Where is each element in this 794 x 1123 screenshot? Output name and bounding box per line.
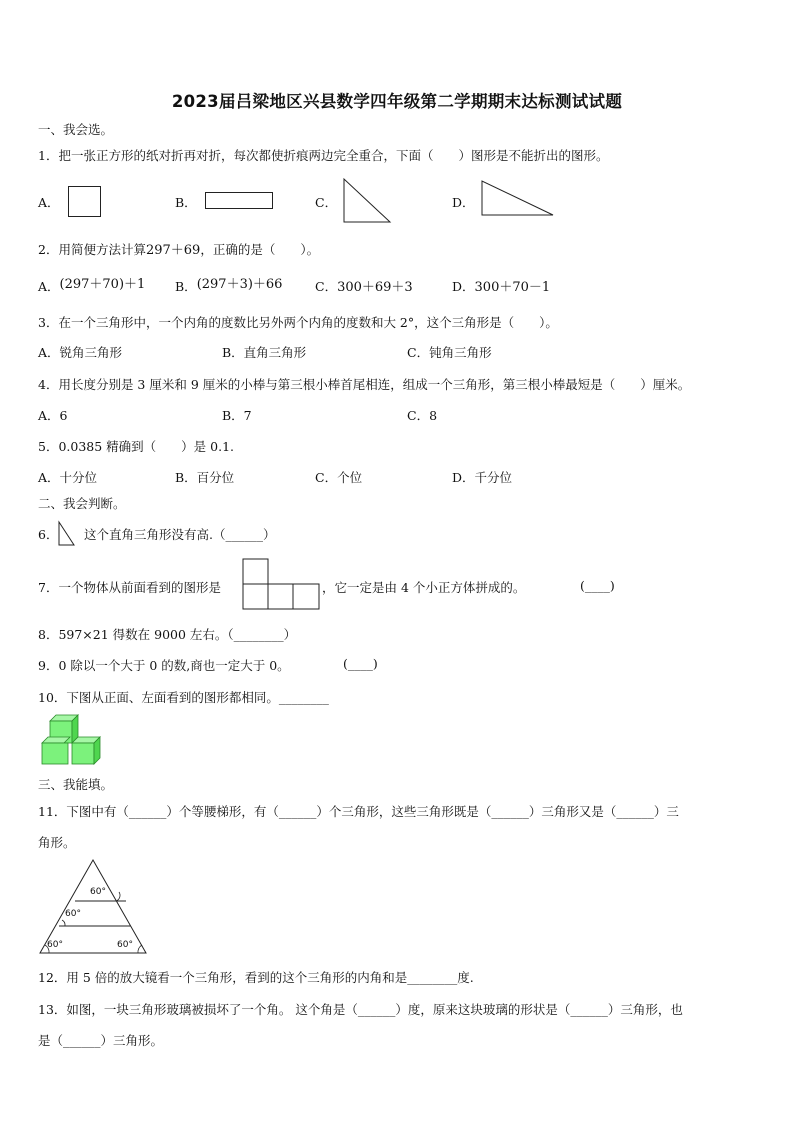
q4-option-a: A．6 <box>38 408 68 423</box>
question-12-text: 12．用 5 倍的放大镜看一个三角形，看到的这个三角形的内角和是________度. <box>38 970 474 985</box>
q1-rectangle-shape <box>205 192 275 210</box>
question-2-text <box>38 239 319 258</box>
q3-option-c: C．钝角三角形 <box>407 345 492 360</box>
q11-angle-label-2: 60° <box>65 909 81 919</box>
q5-option-a: A．十分位 <box>38 470 98 485</box>
q7-front-view-shape <box>242 558 322 611</box>
section-heading-2: 二、我会判断。 <box>38 496 126 511</box>
question-7-text-end: ，它一定是由 4 个小正方体拼成的。 <box>322 580 526 595</box>
q11-angle-label-3: 60° <box>47 940 63 950</box>
question-5-text: 5．0.0385 精确到（ ）是 0.1. <box>38 439 234 454</box>
q1-obtuse-triangle-shape <box>481 180 557 218</box>
question-9-text: 9．0 除以一个大于 0 的数,商也一定大于 0。 <box>38 658 290 673</box>
q5-option-c: C．个位 <box>315 470 363 485</box>
q2-option-a-label: A． <box>38 279 60 294</box>
q1-right-triangle-shape <box>343 178 393 224</box>
q2-option-a <box>38 276 145 295</box>
q2-text-start: 2．用简便方法计算 <box>38 242 146 257</box>
question-4-text: 4．用长度分别是 3 厘米和 9 厘米的小棒与第三根小棒首尾相连，组成一个三角形，第三根小棒最短是（ ）厘米。 <box>38 377 691 392</box>
q2-option-c-expr: 300＋69＋3 <box>337 280 413 295</box>
question-13-line-2: 是（______）三角形。 <box>38 1033 164 1048</box>
q2-text-end: ，正确的是（ ）。 <box>200 242 320 257</box>
question-11-line-1: 11．下图中有（______）个等腰梯形，有（______）个三角形，这些三角形既是（______）三角形又是（______）三 <box>38 804 679 819</box>
question-10-text: 10．下图从正面、左面看到的图形都相同。________ <box>38 690 329 705</box>
question-6-number: 6． <box>38 527 59 542</box>
q2-option-b <box>175 276 282 295</box>
q1-option-b-label: B． <box>175 195 197 210</box>
q1-option-d-label: D． <box>452 195 475 210</box>
q5-option-d: D．千分位 <box>452 470 513 485</box>
q2-option-b-expr: (297＋3)＋66 <box>196 277 283 292</box>
q1-square-shape <box>68 186 102 218</box>
q2-expression: 297＋69 <box>145 243 201 258</box>
question-13-line-1: 13．如图，一块三角形玻璃被损坏了一个角。 这个角是（______）度，原来这块玻璃的形状是（______）三角形，也 <box>38 1002 683 1017</box>
q2-option-b-label: B． <box>175 279 197 294</box>
q2-option-d-label: D． <box>452 279 475 294</box>
q1-option-a-label: A． <box>38 195 60 210</box>
question-11-line-2: 角形。 <box>38 835 76 850</box>
q10-cube-figure <box>41 714 105 766</box>
q2-option-a-expr: (297＋70)＋1 <box>59 277 146 292</box>
question-7-text-start: 7．一个物体从前面看到的图形是 <box>38 580 221 595</box>
question-1-text: 1．把一张正方形的纸对折再对折，每次都使折痕两边完全重合，下面（ ）图形是不能折出的图形。 <box>38 148 609 163</box>
q3-option-a: A．锐角三角形 <box>38 345 123 360</box>
q2-option-c <box>315 276 413 295</box>
q4-option-b: B．7 <box>222 408 252 423</box>
question-6-text: 这个直角三角形没有高.（______） <box>84 527 276 542</box>
page-title: 2023届吕梁地区兴县数学四年级第二学期期末达标测试试题 <box>171 92 623 111</box>
q6-right-triangle-shape <box>58 521 76 547</box>
question-9-blank: (____) <box>343 656 378 671</box>
q1-option-c-label: C． <box>315 195 338 210</box>
q2-option-d-expr: 300＋70－1 <box>474 280 551 295</box>
q2-option-c-label: C． <box>315 279 338 294</box>
section-heading-3: 三、我能填。 <box>38 777 114 792</box>
q2-option-d <box>452 276 550 295</box>
q3-option-b: B．直角三角形 <box>222 345 307 360</box>
question-3-text: 3．在一个三角形中，一个内角的度数比另外两个内角的度数和大 2°，这个三角形是（ ）。 <box>38 315 558 330</box>
q5-option-b: B．百分位 <box>175 470 235 485</box>
question-7-blank: (____) <box>580 578 615 593</box>
q11-angle-label-4: 60° <box>117 940 133 950</box>
q4-option-c: C．8 <box>407 408 438 423</box>
q11-angle-label-1: 60° <box>90 887 106 897</box>
section-heading-1: 一、我会选。 <box>38 122 114 137</box>
question-8-text: 8．597×21 得数在 9000 左右。（________） <box>38 627 297 642</box>
